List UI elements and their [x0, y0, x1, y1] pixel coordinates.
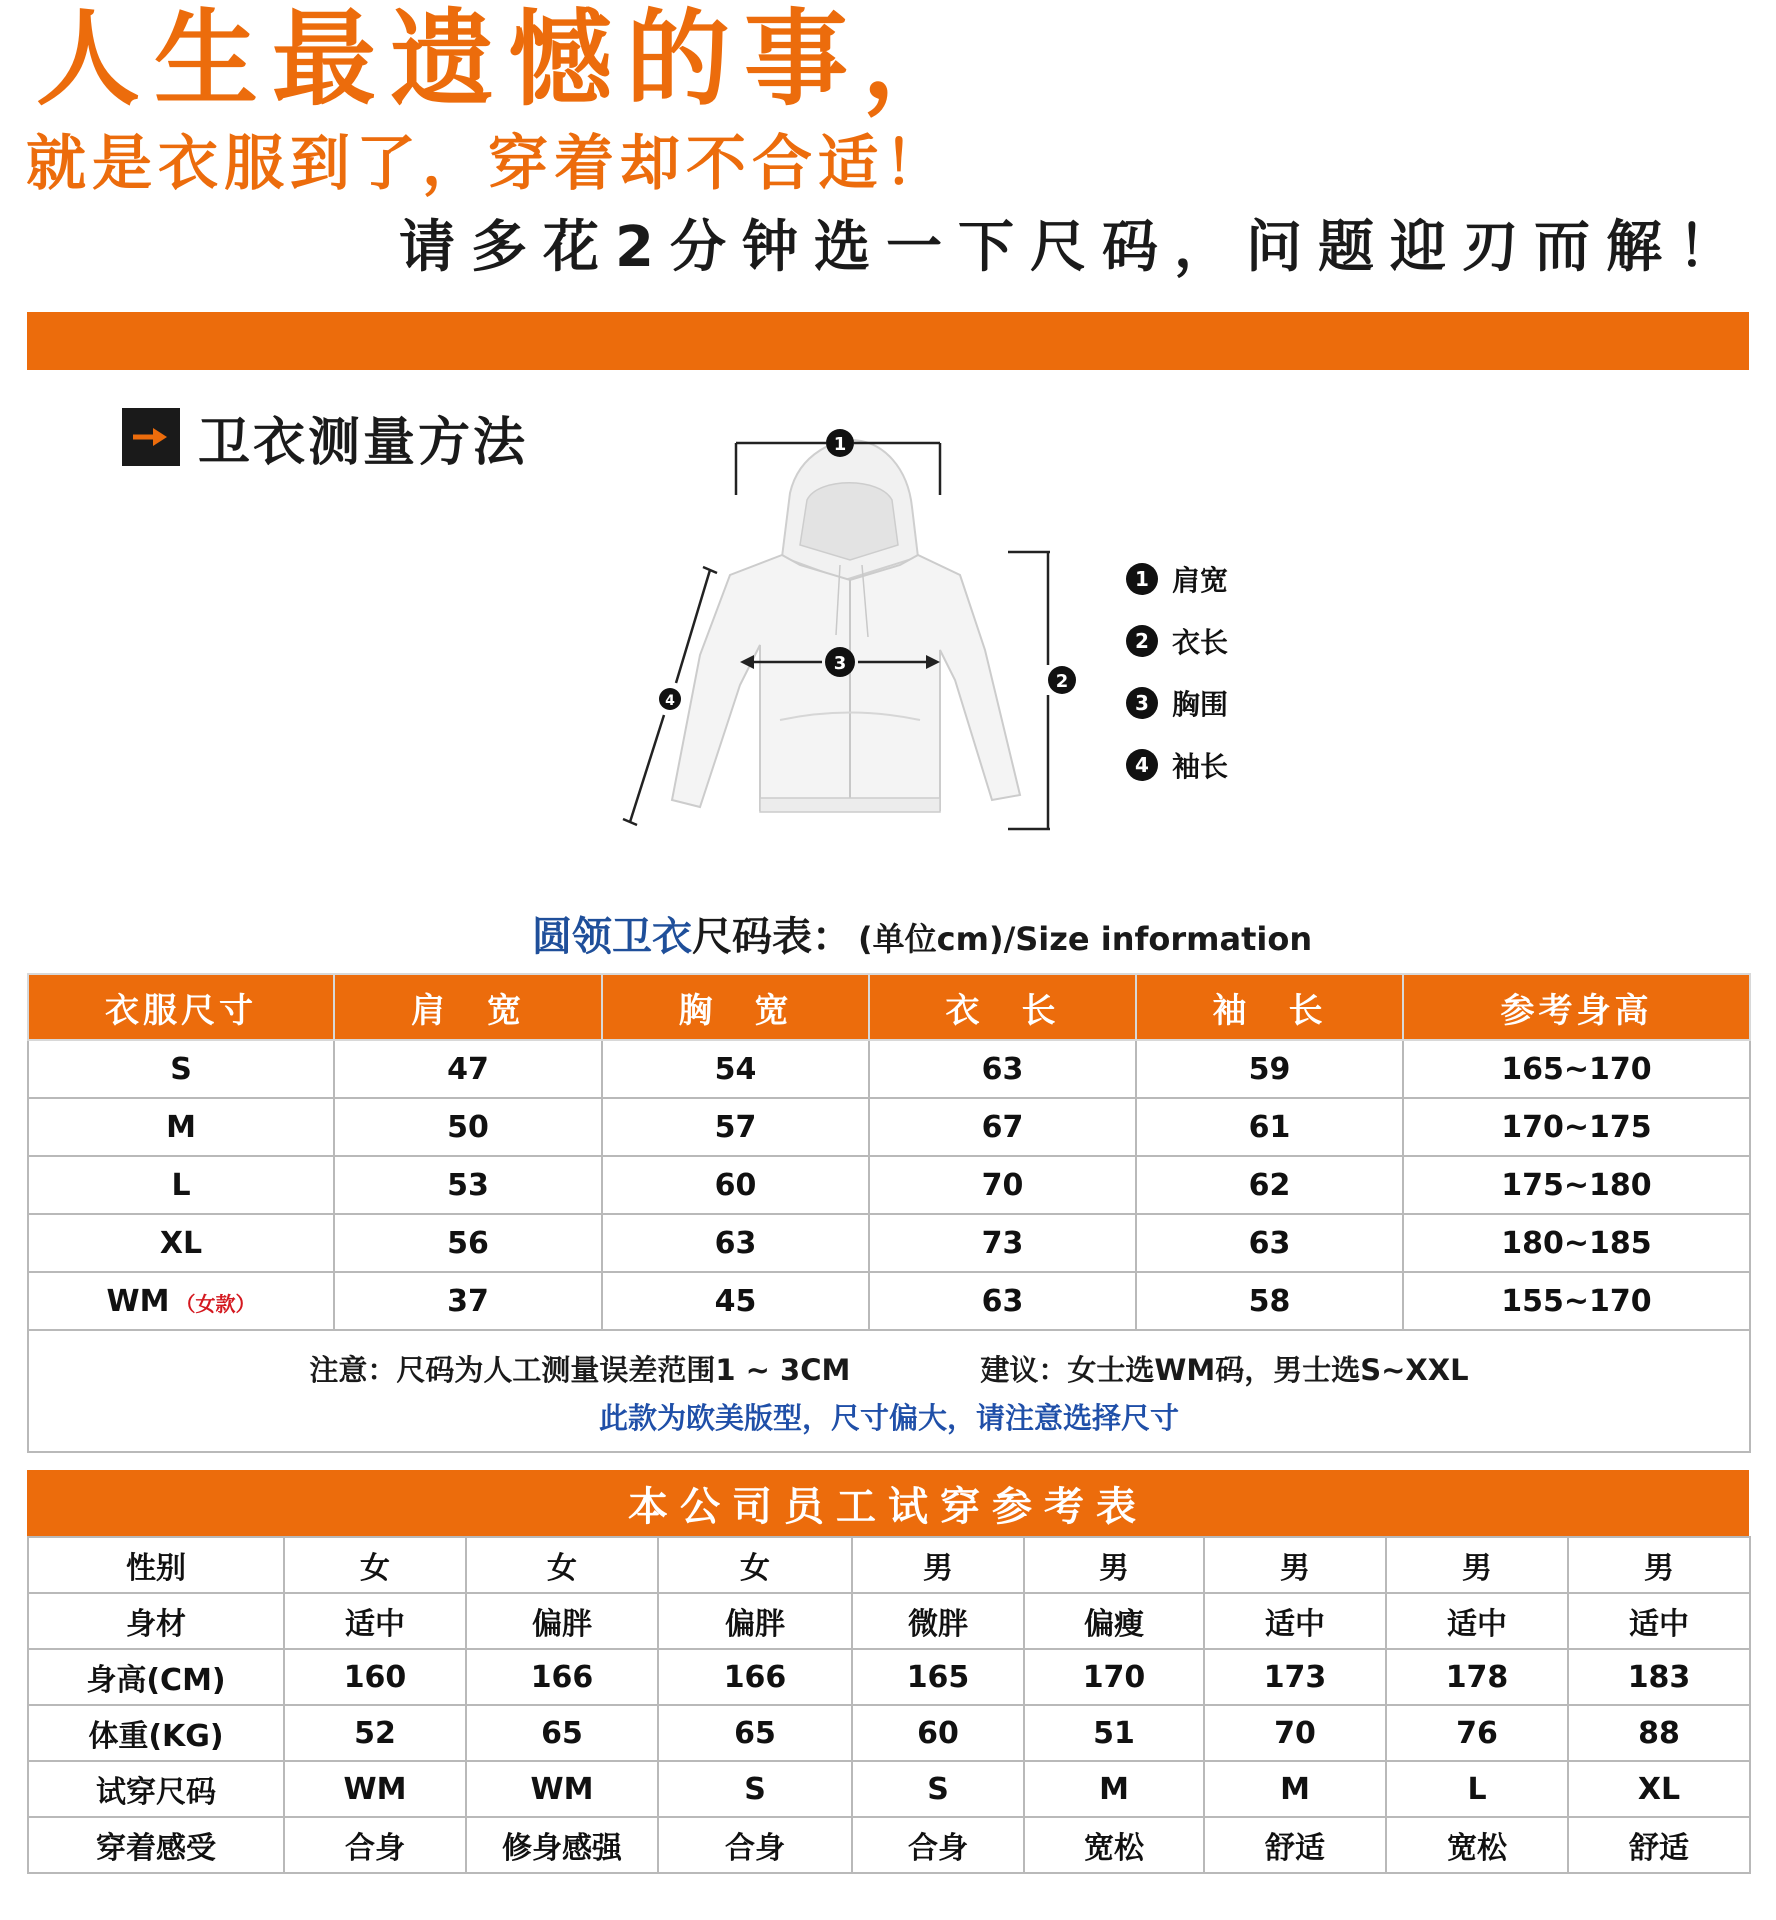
header-height: 参考身高 [1403, 974, 1750, 1040]
table-row [28, 1705, 1750, 1761]
table-row [28, 1537, 1750, 1593]
table-cell: 59 [1136, 1040, 1403, 1098]
size-chart-title-unit: (单位cm)/Size information [858, 920, 1313, 958]
table-cell: 合身 [852, 1817, 1024, 1873]
size-suggestion-note: 建议：女士选WM码，男士选S~XXL [980, 1353, 1469, 1387]
size-label: L [171, 1167, 191, 1203]
size-chart-title-label: 尺码表： [692, 914, 852, 960]
table-cell: 58 [1136, 1272, 1403, 1330]
size-label: S [170, 1051, 192, 1087]
table-cell: 57 [602, 1098, 869, 1156]
table-cell: 170 [1024, 1649, 1204, 1705]
table-cell: 65 [466, 1705, 658, 1761]
table-cell: 女 [658, 1537, 852, 1593]
size-cell [28, 1214, 334, 1272]
table-cell: 52 [284, 1705, 466, 1761]
table-cell: 178 [1386, 1649, 1568, 1705]
table-cell: 45 [602, 1272, 869, 1330]
table-cell: 合身 [284, 1817, 466, 1873]
table-cell: 女 [284, 1537, 466, 1593]
size-chart-table [27, 973, 1751, 1453]
table-cell: 偏胖 [658, 1593, 852, 1649]
size-cell [28, 1272, 334, 1330]
table-row [28, 1761, 1750, 1817]
size-label: XL [159, 1225, 203, 1261]
table-row [28, 1593, 1750, 1649]
arrow-right-icon [122, 408, 180, 466]
size-cell [28, 1040, 334, 1098]
table-cell: 53 [334, 1156, 602, 1214]
table-cell: 88 [1568, 1705, 1750, 1761]
table-cell: 舒适 [1204, 1817, 1386, 1873]
table-cell: WM [466, 1761, 658, 1817]
size-label: M [166, 1109, 196, 1145]
legend-label: 袖长 [1172, 750, 1229, 783]
measurement-error-note: 注意：尺码为人工测量误差范围1 ~ 3CM [309, 1353, 851, 1387]
table-cell: 舒适 [1568, 1817, 1750, 1873]
header-chest: 胸 宽 [602, 974, 869, 1040]
table-cell: 适中 [1386, 1593, 1568, 1649]
table-cell: 男 [1024, 1537, 1204, 1593]
row-label: 试穿尺码 [28, 1761, 284, 1817]
hoodie-image [672, 440, 1020, 812]
table-cell: 女 [466, 1537, 658, 1593]
table-cell: 56 [334, 1214, 602, 1272]
table-cell: 50 [334, 1098, 602, 1156]
table-cell: 60 [602, 1156, 869, 1214]
table-row [28, 1214, 1750, 1272]
table-cell: 宽松 [1386, 1817, 1568, 1873]
table-cell: 37 [334, 1272, 602, 1330]
table-cell: 183 [1568, 1649, 1750, 1705]
marker-4: 4 [665, 693, 675, 709]
table-cell: 166 [466, 1649, 658, 1705]
table-cell: 165 [852, 1649, 1024, 1705]
row-label: 性别 [28, 1537, 284, 1593]
table-cell: 男 [1204, 1537, 1386, 1593]
table-cell: 70 [869, 1156, 1136, 1214]
header-size: 衣服尺寸 [28, 974, 334, 1040]
table-cell: 173 [1204, 1649, 1386, 1705]
fit-warning-note: 此款为欧美版型，尺寸偏大，请注意选择尺寸 [598, 1401, 1179, 1435]
trial-chart-title: 本公司员工试穿参考表 [27, 1470, 1749, 1536]
measurement-title: 卫衣测量方法 [198, 412, 529, 473]
table-cell: 165~170 [1403, 1040, 1750, 1098]
table-cell: 67 [869, 1098, 1136, 1156]
row-label: 身材 [28, 1593, 284, 1649]
size-cell [28, 1098, 334, 1156]
table-row [28, 1098, 1750, 1156]
table-cell: 170~175 [1403, 1098, 1750, 1156]
table-cell: 63 [1136, 1214, 1403, 1272]
divider-bar [27, 312, 1749, 370]
table-cell: S [852, 1761, 1024, 1817]
header-length: 衣 长 [869, 974, 1136, 1040]
legend-number: 4 [1126, 749, 1158, 781]
table-cell: 73 [869, 1214, 1136, 1272]
legend-label: 胸围 [1172, 688, 1229, 721]
table-cell: 47 [334, 1040, 602, 1098]
size-chart-title-product: 圆领卫衣 [532, 914, 692, 960]
marker-3: 3 [833, 653, 847, 674]
table-cell: 偏胖 [466, 1593, 658, 1649]
table-row [28, 1156, 1750, 1214]
headline-tip: 请多花2分钟选一下尺码，问题迎刃而解！ [399, 215, 1750, 280]
table-cell: 60 [852, 1705, 1024, 1761]
legend-item [1126, 610, 1286, 672]
table-cell: 宽松 [1024, 1817, 1204, 1873]
table-cell: L [1386, 1761, 1568, 1817]
measurement-legend [1126, 548, 1286, 796]
headline-main: 人生最遗憾的事， [36, 0, 981, 120]
table-cell: M [1024, 1761, 1204, 1817]
table-cell: XL [1568, 1761, 1750, 1817]
table-cell: 微胖 [852, 1593, 1024, 1649]
table-cell: 166 [658, 1649, 852, 1705]
table-cell: 54 [602, 1040, 869, 1098]
hoodie-measurement-figure [600, 415, 1100, 845]
table-cell: 修身感强 [466, 1817, 658, 1873]
size-chart-title [532, 905, 1312, 965]
table-cell: 61 [1136, 1098, 1403, 1156]
marker-2: 2 [1055, 671, 1069, 692]
table-cell: 合身 [658, 1817, 852, 1873]
table-cell: S [658, 1761, 852, 1817]
legend-number: 2 [1126, 625, 1158, 657]
table-cell: WM [284, 1761, 466, 1817]
table-cell: 175~180 [1403, 1156, 1750, 1214]
legend-label: 衣长 [1172, 626, 1229, 659]
table-cell: 70 [1204, 1705, 1386, 1761]
note-cell [28, 1330, 1750, 1452]
table-cell: 适中 [1204, 1593, 1386, 1649]
header-shoulder: 肩 宽 [334, 974, 602, 1040]
legend-item [1126, 734, 1286, 796]
table-cell: 男 [1568, 1537, 1750, 1593]
row-label: 身高(CM) [28, 1649, 284, 1705]
header-sleeve: 袖 长 [1136, 974, 1403, 1040]
table-cell: 适中 [284, 1593, 466, 1649]
measurement-heading [122, 402, 528, 472]
table-cell: 偏瘦 [1024, 1593, 1204, 1649]
table-row [28, 1040, 1750, 1098]
table-row [28, 1817, 1750, 1873]
legend-number: 1 [1126, 563, 1158, 595]
table-cell: 76 [1386, 1705, 1568, 1761]
size-label: WM [106, 1283, 170, 1319]
table-cell: 160 [284, 1649, 466, 1705]
headline-sub: 就是衣服到了，穿着却不合适！ [26, 129, 950, 199]
table-cell: 180~185 [1403, 1214, 1750, 1272]
table-cell: 适中 [1568, 1593, 1750, 1649]
table-cell: M [1204, 1761, 1386, 1817]
row-label: 体重(KG) [28, 1705, 284, 1761]
legend-label: 肩宽 [1172, 564, 1229, 597]
table-cell: 63 [869, 1040, 1136, 1098]
table-row [28, 1649, 1750, 1705]
female-tag: （女款） [175, 1291, 256, 1316]
row-label: 穿着感受 [28, 1817, 284, 1873]
table-cell: 男 [852, 1537, 1024, 1593]
table-cell: 62 [1136, 1156, 1403, 1214]
note-line [29, 1346, 1749, 1394]
table-cell: 51 [1024, 1705, 1204, 1761]
note-row [28, 1330, 1750, 1452]
table-cell: 65 [658, 1705, 852, 1761]
legend-item [1126, 548, 1286, 610]
table-cell: 63 [869, 1272, 1136, 1330]
table-cell: 63 [602, 1214, 869, 1272]
size-cell [28, 1156, 334, 1214]
table-cell: 男 [1386, 1537, 1568, 1593]
size-chart-header-row [28, 974, 1750, 1040]
table-row [28, 1272, 1750, 1330]
table-cell: 155~170 [1403, 1272, 1750, 1330]
trial-chart-table [27, 1536, 1751, 1874]
legend-item [1126, 672, 1286, 734]
marker-1: 1 [833, 434, 847, 455]
legend-number: 3 [1126, 687, 1158, 719]
